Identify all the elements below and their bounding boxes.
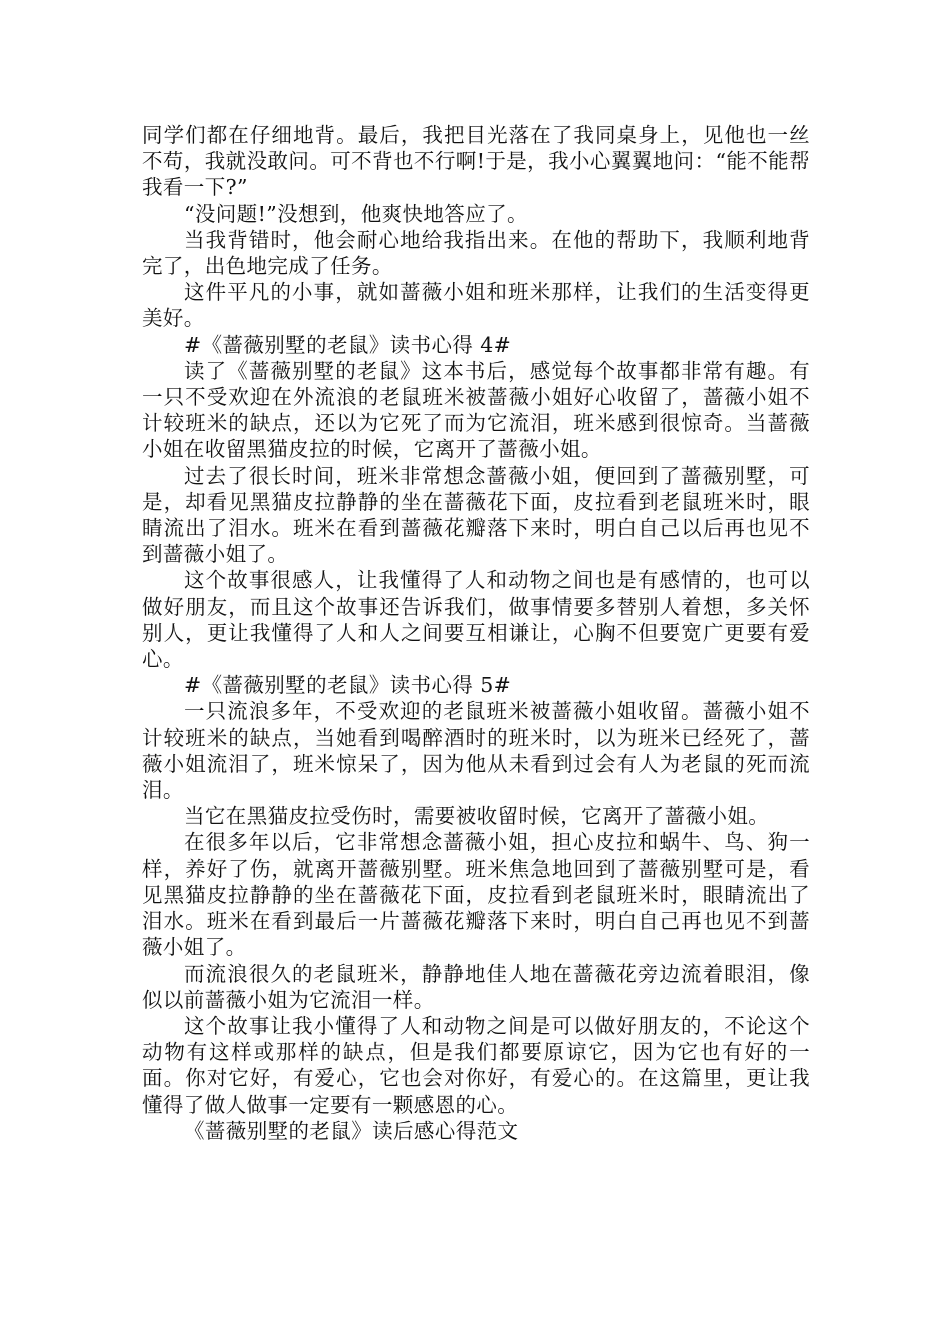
paragraph-10: 在很多年以后，它非常想念蔷薇小姐，担心皮拉和蜗牛、鸟、狗一样，养好了伤，就离开蔷薇别墅。班米焦急地回到了蔷薇别墅可是，看见黑猫皮拉静静的坐在蔷薇花下面，皮拉看到老鼠班米时，眼睛流出了泪水。班米在看到最后一片蔷薇花瓣落下来时，明白自己再也见不到蔷薇小姐了。 bbox=[142, 830, 810, 960]
paragraph-11: 而流浪很久的老鼠班米，静静地佳人地在蔷薇花旁边流着眼泪，像似以前蔷薇小姐为它流泪一样。 bbox=[142, 961, 810, 1012]
closing-title: 《蔷薇别墅的老鼠》读后感心得范文 bbox=[184, 1118, 519, 1143]
paragraph-6: 过去了很长时间，班米非常想念蔷薇小姐，便回到了蔷薇别墅，可是，却看见黑猫皮拉静静的坐在蔷薇花下面，皮拉看到老鼠班米时，眼睛流出了泪水。班米在看到蔷薇花瓣落下来时，明白自己以后再也见不到蔷薇小姐了。 bbox=[142, 463, 810, 567]
section-heading-5: #《蔷薇别墅的老鼠》读书心得 5# bbox=[184, 673, 512, 698]
paragraph-3: 当我背错时，他会耐心地给我指出来。在他的帮助下，我顺利地背完了，出色地完成了任务。 bbox=[142, 227, 810, 279]
paragraph-8: 一只流浪多年，不受欢迎的老鼠班米被蔷薇小姐收留。蔷薇小姐不计较班米的缺点，当她看到喝醉酒时的班米时，以为班米已经死了，蔷薇小姐流泪了，班米惊呆了，因为他从未看到过会有人为老鼠的死而流泪。 bbox=[142, 699, 810, 803]
paragraph-7: 这个故事很感人，让我懂得了人和动物之间也是有感情的，也可以做好朋友，而且这个故事还告诉我们，做事情要多替别人着想，多关怀别人，更让我懂得了人和人之间要互相谦让，心胸不但要宽广更要有爱心。 bbox=[142, 568, 810, 672]
paragraph-5: 读了《蔷薇别墅的老鼠》这本书后，感觉每个故事都非常有趣。有一只不受欢迎在外流浪的老鼠班米被蔷薇小姐好心收留了，蔷薇小姐不计较班米的缺点，还以为它死了而为它流泪，班米感到很惊奇。当蔷薇小姐在收留黑猫皮拉的时候，它离开了蔷薇小姐。 bbox=[142, 358, 810, 462]
section-heading-4: #《蔷薇别墅的老鼠》读书心得 4# bbox=[184, 332, 512, 357]
paragraph-2: “没问题!”没想到，他爽快地答应了。 bbox=[184, 201, 528, 226]
document-page bbox=[142, 122, 810, 1144]
paragraph-1: 同学们都在仔细地背。最后，我把目光落在了我同桌身上，见他也一丝不苟，我就没敢问。可不背也不行啊!于是，我小心翼翼地问：“能不能帮我看一下?” bbox=[142, 123, 810, 200]
paragraph-12: 这个故事让我小懂得了人和动物之间是可以做好朋友的，不论这个动物有这样或那样的缺点，但是我们都要原谅它，因为它也有好的一面。你对它好，有爱心，它也会对你好，有爱心的。在这篇里，更让我懂得了做人做事一定要有一颗感恩的心。 bbox=[142, 1013, 810, 1117]
paragraph-9: 当它在黑猫皮拉受伤时，需要被收留时候，它离开了蔷薇小姐。 bbox=[184, 804, 770, 829]
paragraph-4: 这件平凡的小事，就如蔷薇小姐和班米那样，让我们的生活变得更美好。 bbox=[142, 280, 810, 331]
